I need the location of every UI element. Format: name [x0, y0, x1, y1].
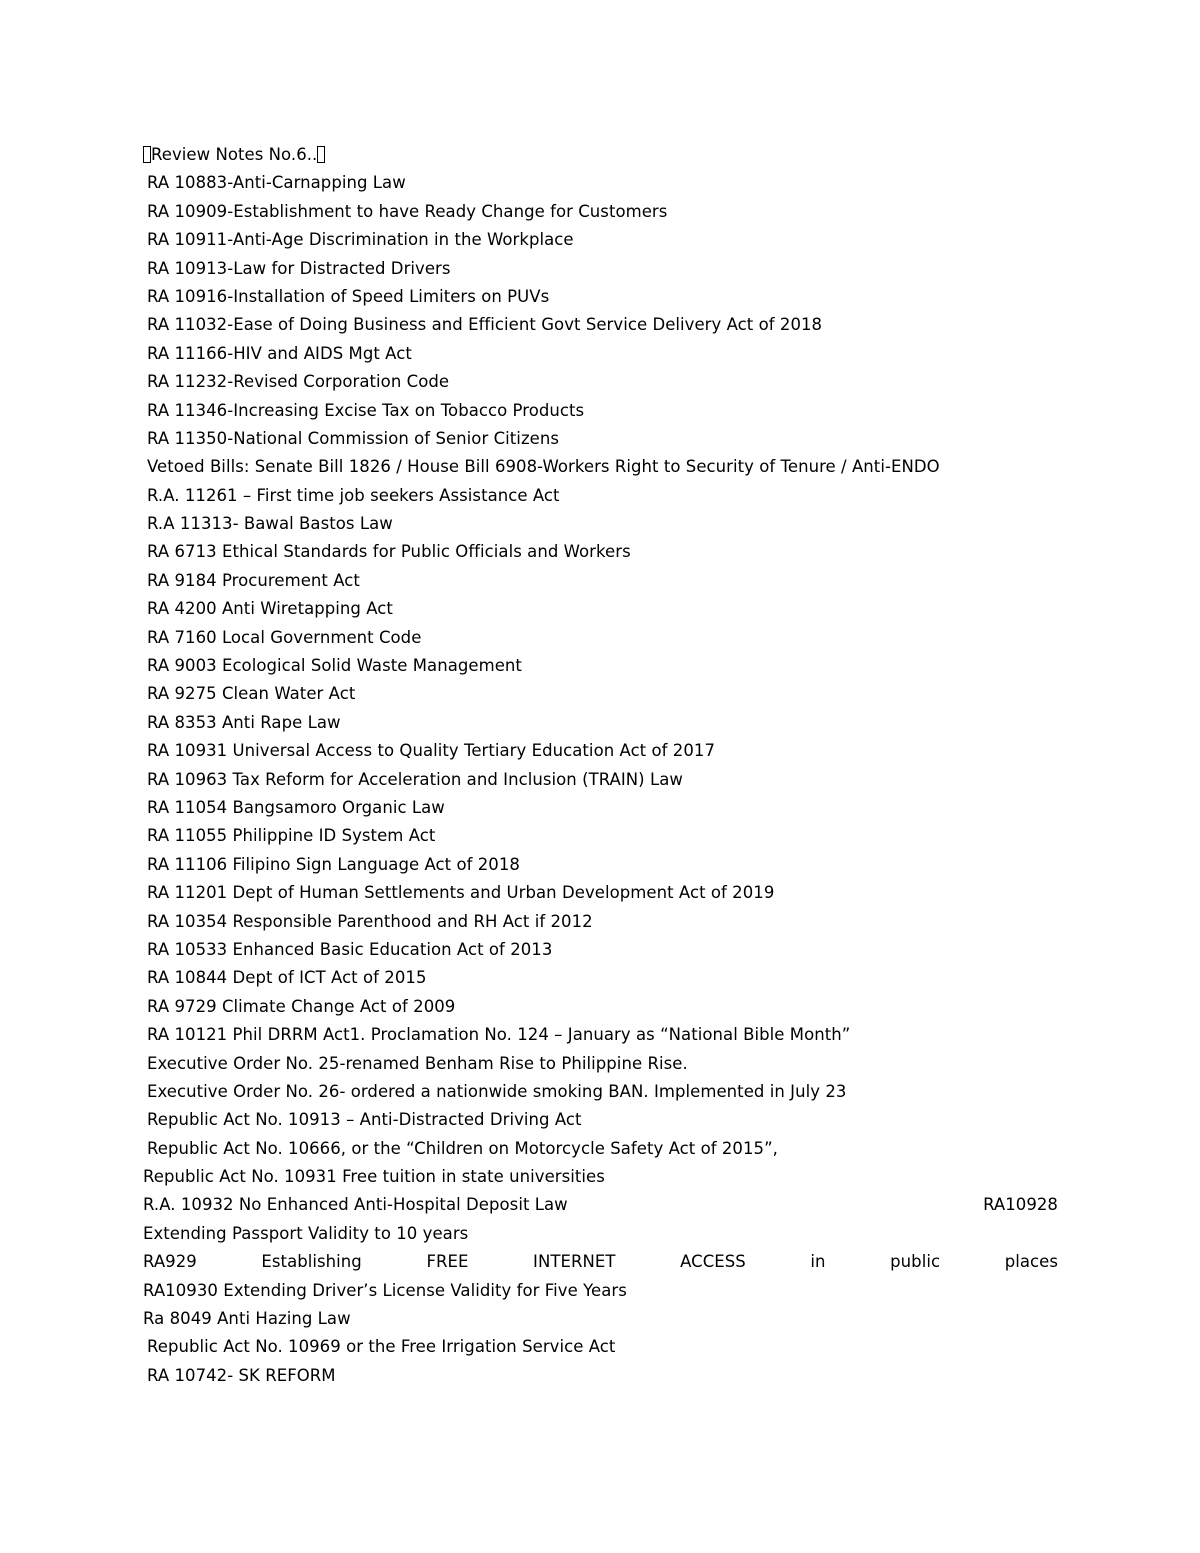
note-line-tuition: Republic Act No. 10931 Free tuition in state universities — [143, 1167, 605, 1187]
note-line: RA 11350-National Commission of Senior Citizens — [147, 428, 560, 448]
note-line: RA 11232-Revised Corporation Code — [147, 372, 450, 392]
note-line-hazing: Ra 8049 Anti Hazing Law — [143, 1309, 351, 1329]
note-line: RA 7160 Local Government Code — [147, 627, 422, 647]
note-line: RA 10931 Universal Access to Quality Tertiary Education Act of 2017 — [147, 741, 715, 761]
note-line: Vetoed Bills: Senate Bill 1826 / House Bill 6908-Workers Right to Security of Tenure / Anti-ENDO — [147, 457, 940, 477]
note-line: Executive Order No. 25-renamed Benham Rise to Philippine Rise. — [147, 1053, 688, 1073]
note-line: Republic Act No. 10969 or the Free Irrigation Service Act — [147, 1337, 616, 1357]
note-line: RA 10844 Dept of ICT Act of 2015 — [147, 968, 427, 988]
note-line: RA 10963 Tax Reform for Acceleration and Inclusion (TRAIN) Law — [147, 769, 683, 789]
note-line: RA 9275 Clean Water Act — [147, 684, 356, 704]
justified-word: INTERNET — [533, 1252, 616, 1272]
note-line: RA 9729 Climate Change Act of 2009 — [147, 996, 456, 1016]
note-line: RA 11055 Philippine ID System Act — [147, 826, 436, 846]
note-line: RA 9184 Procurement Act — [147, 570, 360, 590]
note-line: RA 10911-Anti-Age Discrimination in the Workplace — [147, 230, 574, 250]
note-line: Executive Order No. 26- ordered a nationwide smoking BAN. Implemented in July 23 — [147, 1081, 847, 1101]
note-line-free-internet — [143, 1248, 1058, 1276]
justified-word: in — [810, 1252, 826, 1272]
justified-word: public — [890, 1252, 941, 1272]
note-line: RA 4200 Anti Wiretapping Act — [147, 599, 393, 619]
note-line: RA 11201 Dept of Human Settlements and Urban Development Act of 2019 — [147, 883, 775, 903]
missing-glyph-icon — [143, 146, 151, 163]
note-line: Republic Act No. 10666, or the “Children on Motorcycle Safety Act of 2015”, — [147, 1138, 778, 1158]
note-line: RA 11346-Increasing Excise Tax on Tobacco Products — [147, 400, 585, 420]
review-notes-body — [143, 141, 1058, 1390]
note-line-hospital-deposit-left: R.A. 10932 No Enhanced Anti-Hospital Deposit Law — [143, 1195, 568, 1215]
note-line: RA 10354 Responsible Parenthood and RH Act if 2012 — [147, 911, 593, 931]
justified-word: places — [1004, 1252, 1058, 1272]
note-line-license: RA10930 Extending Driver’s License Validity for Five Years — [143, 1280, 627, 1300]
note-line: RA 11054 Bangsamoro Organic Law — [147, 797, 445, 817]
note-line-passport: Extending Passport Validity to 10 years — [143, 1223, 469, 1243]
note-line: RA 8353 Anti Rape Law — [147, 712, 341, 732]
note-line: Republic Act No. 10913 – Anti-Distracted Driving Act — [147, 1110, 582, 1130]
note-line: RA 10913-Law for Distracted Drivers — [147, 258, 451, 278]
note-line: RA 10533 Enhanced Basic Education Act of 2013 — [147, 939, 553, 959]
note-line: RA 9003 Ecological Solid Waste Management — [147, 656, 522, 676]
note-line: RA 11106 Filipino Sign Language Act of 2018 — [147, 854, 520, 874]
note-line-hospital-deposit-right: RA10928 — [983, 1195, 1058, 1215]
justified-word: Establishing — [261, 1252, 362, 1272]
justified-word: ACCESS — [680, 1252, 746, 1272]
note-line: RA 10883-Anti-Carnapping Law — [147, 173, 406, 193]
note-line: RA 11032-Ease of Doing Business and Efficient Govt Service Delivery Act of 2018 — [147, 315, 823, 335]
note-line: RA 10742- SK REFORM — [147, 1365, 336, 1385]
justified-word: FREE — [426, 1252, 469, 1272]
note-line: RA 10916-Installation of Speed Limiters on PUVs — [147, 286, 550, 306]
title-text: Review Notes No.6.. — [151, 145, 318, 164]
note-line: R.A. 11261 – First time job seekers Assistance Act — [147, 485, 560, 505]
note-line: RA 11166-HIV and AIDS Mgt Act — [147, 343, 412, 363]
note-line: RA 6713 Ethical Standards for Public Officials and Workers — [147, 542, 631, 562]
missing-glyph-icon — [317, 146, 325, 163]
note-line: RA 10121 Phil DRRM Act1. Proclamation No. 124 – January as “National Bible Month” — [147, 1025, 851, 1045]
note-line: R.A 11313- Bawal Bastos Law — [147, 514, 393, 534]
note-line: RA 10909-Establishment to have Ready Change for Customers — [147, 201, 668, 221]
justified-word: RA929 — [143, 1252, 197, 1272]
document-title — [143, 141, 1058, 169]
note-line-hospital-deposit — [143, 1191, 1058, 1219]
